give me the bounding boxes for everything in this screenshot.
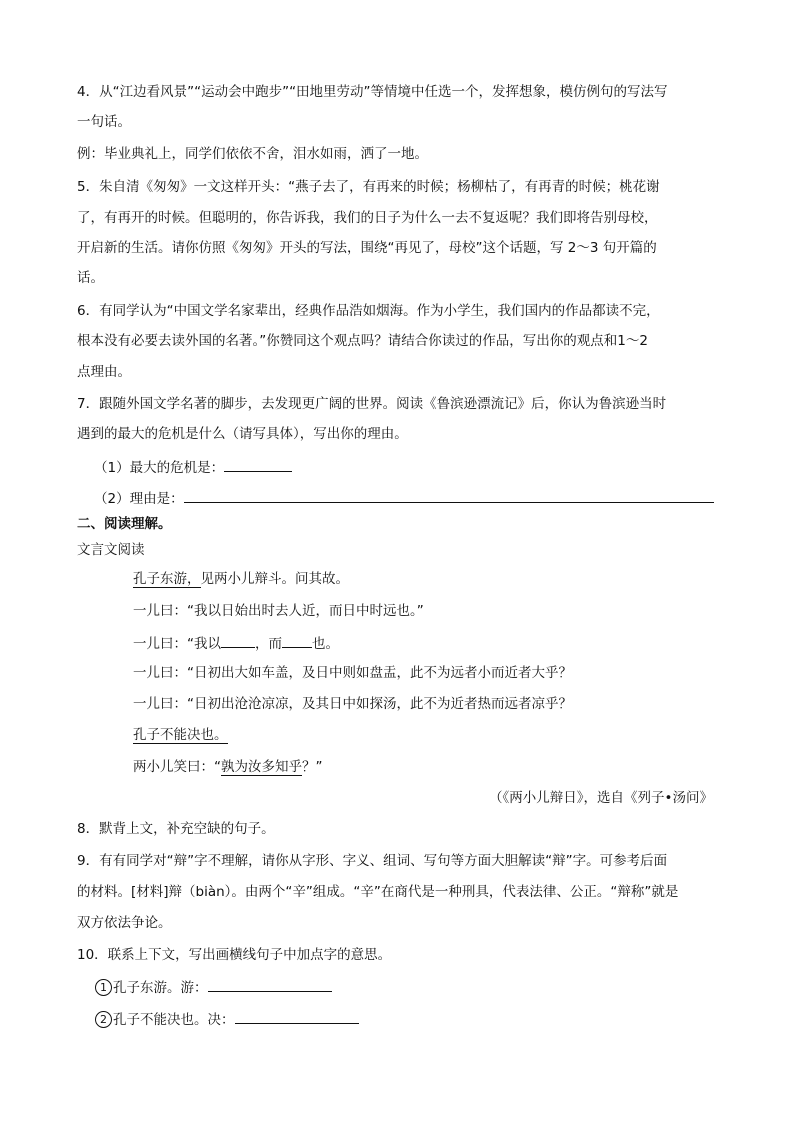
passage-line-3-c: 也。 — [312, 636, 339, 652]
q7-answer-blank-1[interactable] — [224, 456, 292, 472]
q6-line-3: 点理由。 — [77, 364, 131, 380]
circled-number-1: 1 — [95, 979, 112, 996]
q7-sub-1 — [94, 456, 292, 478]
passage-line-7 — [133, 757, 323, 777]
passage-blank-1[interactable] — [221, 632, 255, 648]
q7-answer-blank-2[interactable] — [184, 487, 714, 503]
passage-line-3 — [133, 632, 339, 654]
q4-line-2: 一句话。 — [77, 114, 131, 130]
underlined-sentence-1: 孔子东游， — [133, 571, 201, 587]
q10-line-1: 10．联系上下文，写出画横线句子中加点字的意思。 — [77, 947, 392, 963]
passage-line-1-rest: 见两小儿辩斗。问其故。 — [200, 571, 349, 587]
passage-line-3-b: ，而 — [255, 636, 282, 652]
q7-sub-2-label: （2）理由是： — [94, 491, 184, 507]
q4-line-1: 4．从“江边看风景”“运动会中跑步”“田地里劳动”等情境中任选一个，发挥想象，模仿例句的写法写 — [77, 84, 668, 100]
q5-line-3: 开启新的生活。请你仿照《匆匆》开头的写法，围绕“再见了，母校”这个话题，写 2～3 句开篇的 — [77, 240, 657, 256]
q10-item-2 — [95, 1008, 359, 1030]
passage-line-5: 一儿曰：“日初出沧沧凉凉，及其日中如探汤，此不为近者热而远者凉乎？ — [133, 696, 572, 712]
q5-line-1: 5．朱自清《匆匆》一文这样开头：“燕子去了，有再来的时候；杨柳枯了，有再青的时候；桃花谢 — [77, 179, 660, 195]
passage-line-1 — [133, 569, 349, 589]
q7-sub-1-label: （1）最大的危机是： — [94, 460, 225, 476]
q7-sub-2 — [94, 487, 714, 509]
passage-source: （《两小儿辩日》，选自《列子•汤问》 — [489, 790, 713, 806]
q9-line-3: 双方依法争论。 — [77, 915, 172, 931]
q7-line-1: 7．跟随外国文学名著的脚步，去发现更广阔的世界。阅读《鲁滨逊漂流记》后，你认为鲁滨逊当时 — [77, 396, 667, 412]
passage-blank-2[interactable] — [282, 632, 312, 648]
passage-line-7-a: 两小儿笑曰：“ — [133, 759, 221, 775]
q6-line-2: 根本没有必要去读外国的名著。”你赞同这个观点吗？请结合你读过的作品，写出你的观点和1～2 — [77, 333, 648, 349]
passage-line-6 — [133, 725, 228, 745]
q7-line-2: 遇到的最大的危机是什么（请写具体），写出你的理由。 — [77, 426, 408, 442]
q10-answer-blank-1[interactable] — [208, 976, 332, 992]
section-heading: 二、阅读理解。 — [77, 516, 172, 532]
circled-number-2: 2 — [95, 1011, 112, 1028]
q5-line-4: 话。 — [77, 270, 104, 286]
q4-example: 例：毕业典礼上，同学们依依不舍，泪水如雨，洒了一地。 — [77, 146, 428, 162]
passage-line-4: 一儿曰：“日初出大如车盖，及日中则如盘盂，此不为远者小而近者大乎？ — [133, 665, 572, 681]
q10-item-1 — [95, 976, 332, 998]
q10-item-2-label: 孔子不能决也。决： — [113, 1012, 235, 1028]
q10-answer-blank-2[interactable] — [235, 1008, 359, 1024]
q6-line-1: 6．有同学认为“中国文学名家辈出，经典作品浩如烟海。作为小学生，我们国内的作品都读不完， — [77, 303, 660, 319]
passage-line-7-b: ？” — [302, 759, 323, 775]
q9-line-2: 的材料。[材料]辩（biàn）。由两个“辛”组成。“辛”在商代是一种刑具，代表法律、公正。“辩称”就是 — [77, 884, 679, 900]
q9-line-1: 9．有有同学对“辩”字不理解，请你从字形、字义、组词、写句等方面大胆解读“辩”字。可参考后面 — [77, 853, 668, 869]
q5-line-2: 了，有再开的时候。但聪明的，你告诉我，我们的日子为什么一去不复返呢？我们即将告别母校， — [77, 210, 658, 226]
underlined-sentence-2: 孔子不能决也。 — [133, 727, 228, 743]
underlined-sentence-3: 孰为汝多知乎 — [221, 759, 302, 775]
passage-line-2: 一儿曰：“我以日始出时去人近，而日中时远也。” — [133, 603, 424, 619]
q10-item-1-label: 孔子东游。游： — [113, 980, 208, 996]
passage-line-3-a: 一儿曰：“我以 — [133, 636, 221, 652]
q8-line-1: 8．默背上文，补充空缺的句子。 — [77, 821, 275, 837]
section-subheading: 文言文阅读 — [77, 542, 145, 558]
